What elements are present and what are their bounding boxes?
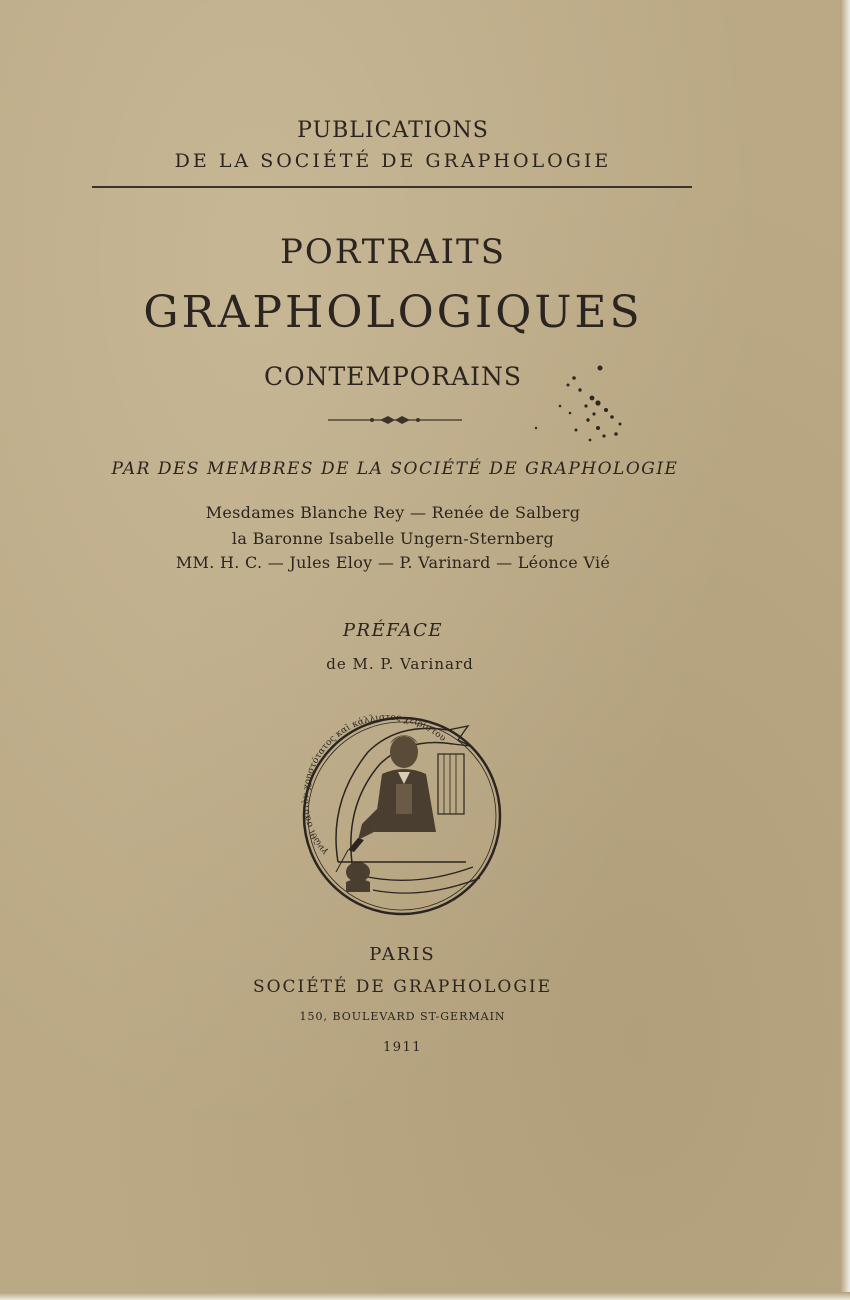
page-edge-right xyxy=(840,0,850,1300)
imprint-city: PARIS xyxy=(369,944,436,965)
ink-specks xyxy=(528,358,638,453)
authors-line3: MM. H. C. — Jules Eloy — P. Varinard — Léonce Vié xyxy=(175,553,611,572)
authors-intro: PAR DES MEMBRES DE LA SOCIÉTÉ DE GRAPHOLOGIE xyxy=(111,459,679,479)
imprint-year: 1911 xyxy=(382,1040,423,1055)
preface-author: de M. P. Varinard xyxy=(326,655,474,673)
book-title-line2: GRAPHOLOGIQUES xyxy=(143,287,643,338)
series-title-line2: DE LA SOCIÉTÉ DE GRAPHOLOGIE xyxy=(174,150,612,172)
imprint-publisher: SOCIÉTÉ DE GRAPHOLOGIE xyxy=(252,977,553,997)
page-edge-bottom xyxy=(0,1292,850,1300)
authors-line1: Mesdames Blanche Rey — Renée de Salberg xyxy=(205,503,581,522)
preface-heading: PRÉFACE xyxy=(342,620,444,641)
publisher-seal xyxy=(298,712,508,917)
header-rule xyxy=(92,186,692,188)
book-title-line1: PORTRAITS xyxy=(280,232,506,272)
title-ornament xyxy=(328,413,462,427)
authors-line2: la Baronne Isabelle Ungern-Sternberg xyxy=(231,529,555,548)
series-title-line1: PUBLICATIONS xyxy=(297,118,489,143)
seal-motto: γνῶθι σαυτὸν χρηστότατος καὶ κάλλιστος χειρίστου xyxy=(301,712,448,857)
imprint-address: 150, BOULEVARD ST-GERMAIN xyxy=(299,1010,506,1023)
book-title-line3: CONTEMPORAINS xyxy=(263,362,523,391)
